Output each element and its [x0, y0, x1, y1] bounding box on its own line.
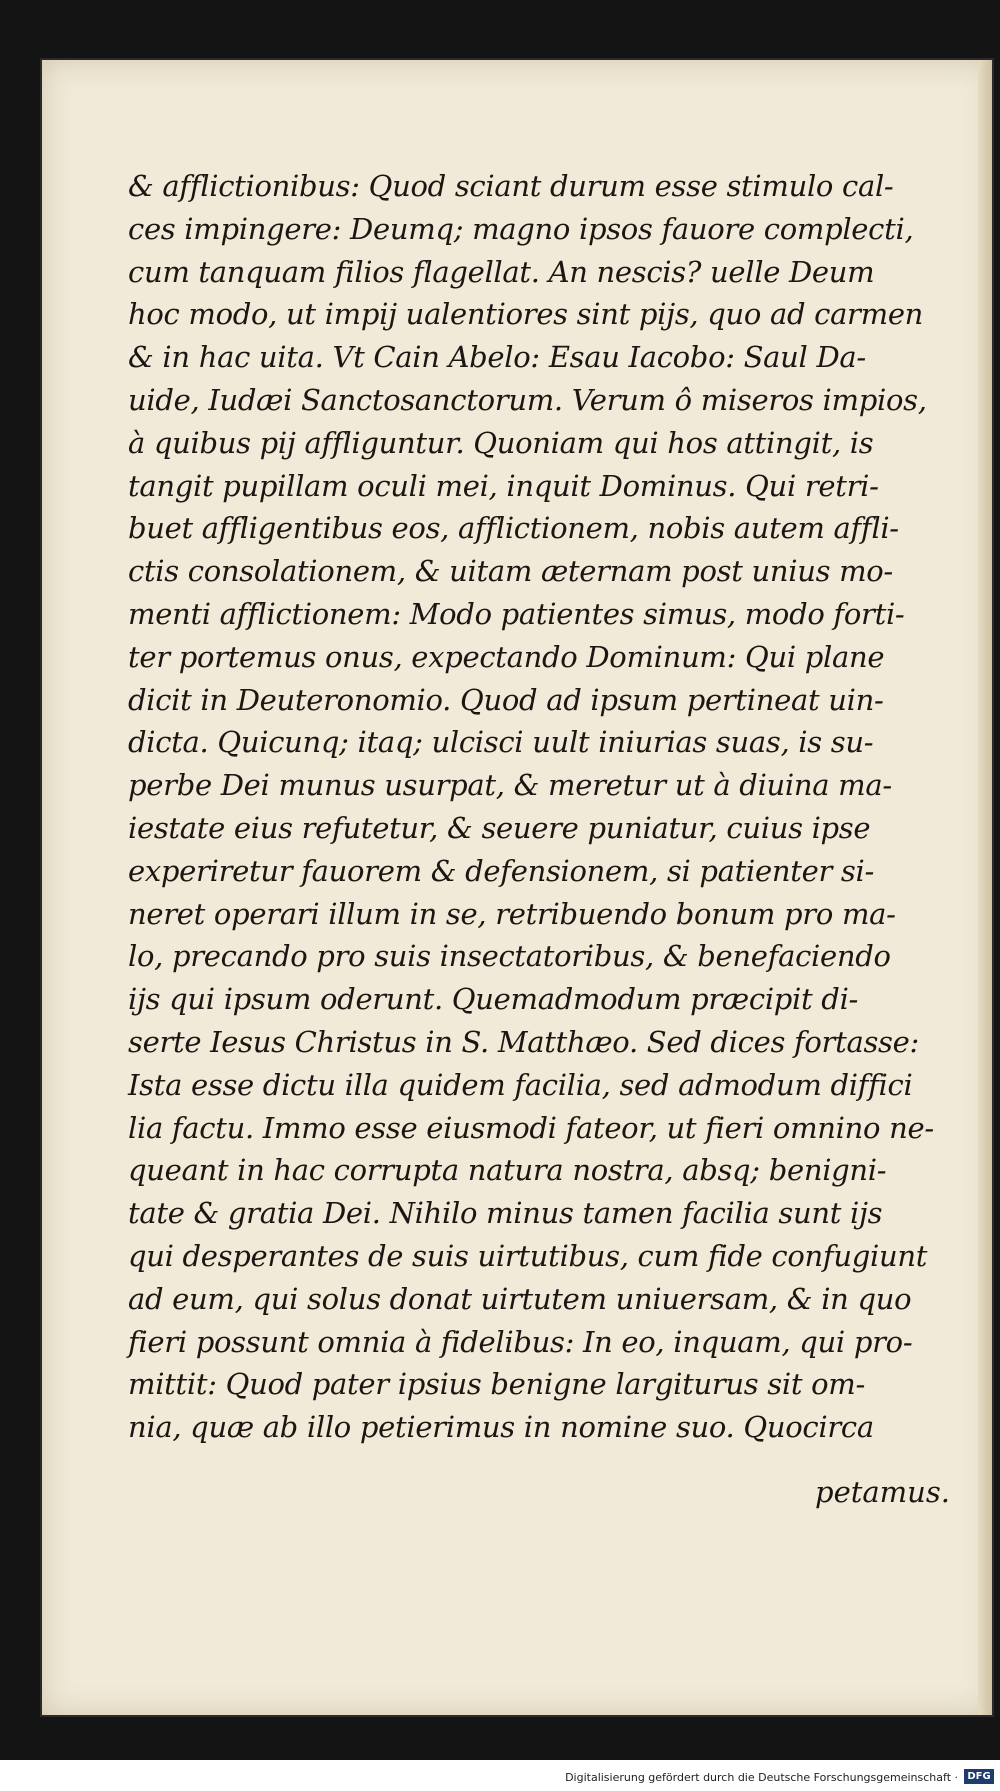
text-line: neret operari illum in se, retribuendo bonum pro ma-	[128, 896, 896, 931]
text-line: tate & gratia Dei. Nihilo minus tamen facilia sunt ijs	[128, 1196, 883, 1231]
text-line: Ista esse dictu illa quidem facilia, sed admodum diffici	[128, 1067, 913, 1102]
text-line: uide, Iudæi Sanctosanctorum. Verum ô miseros impios,	[128, 382, 927, 417]
text-line: mittit: Quod pater ipsius benigne largiturus sit om-	[128, 1367, 865, 1402]
text-line: ter portemus onus, expectando Dominum: Qui plane	[128, 639, 885, 674]
text-line: perbe Dei munus usurpat, & meretur ut à diuina ma-	[128, 768, 892, 803]
text-line: experiretur fauorem & defensionem, si patienter si-	[128, 853, 874, 888]
dfg-logo: DFG	[964, 1769, 994, 1784]
text-line: cum tanquam filios flagellat. An nescis? uelle Deum	[128, 254, 875, 289]
text-line: fieri possunt omnia à fidelibus: In eo, inquam, qui pro-	[128, 1324, 913, 1359]
text-line: serte Iesus Christus in S. Matthæo. Sed dices fortasse:	[128, 1024, 919, 1059]
text-line: lia factu. Immo esse eiusmodi fateor, ut fieri omnino ne-	[128, 1110, 934, 1145]
text-line: dicit in Deuteronomio. Quod ad ipsum pertineat uin-	[128, 682, 884, 717]
funding-credit: Digitalisierung gefördert durch die Deutsche Forschungsgemeinschaft ·	[565, 1771, 958, 1784]
text-line: menti afflictionem: Modo patientes simus, modo forti-	[128, 596, 905, 631]
text-line: & afflictionibus: Quod sciant durum esse stimulo cal-	[128, 169, 894, 203]
text-line: queant in hac corrupta natura nostra, absq; benigni-	[128, 1153, 887, 1188]
text-line: qui desperantes de suis uirtutibus, cum fide confugiunt	[128, 1238, 928, 1273]
catchword: petamus.	[815, 1475, 950, 1509]
text-block	[128, 165, 943, 1449]
text-line: hoc modo, ut impij ualentiores sint pijs, quo ad carmen	[128, 297, 924, 332]
page-edge	[978, 60, 992, 1715]
text-line: à quibus pij affliguntur. Quoniam qui hos attingit, is	[128, 425, 874, 460]
text-line: nia, quæ ab illo petierimus in nomine suo. Quocirca	[128, 1410, 874, 1445]
text-line: lo, precando pro suis insectatoribus, & benefaciendo	[128, 939, 891, 974]
text-line: dicta. Quicunq; itaq; ulcisci uult iniurias suas, is su-	[128, 725, 874, 760]
text-line: & in hac uita. Vt Cain Abelo: Esau Iacobo: Saul Da-	[128, 340, 866, 375]
text-line: iestate eius refutetur, & seuere puniatur, cuius ipse	[128, 810, 871, 845]
text-line: ad eum, qui solus donat uirtutem uniuersam, & in quo	[128, 1281, 912, 1316]
text-line: tangit pupillam oculi mei, inquit Dominus. Qui retri-	[128, 468, 879, 503]
text-line: buet affligentibus eos, afflictionem, nobis autem affli-	[128, 511, 899, 546]
text-line: ctis consolationem, & uitam æternam post unius mo-	[128, 554, 893, 589]
text-line: ijs qui ipsum oderunt. Quemadmodum præcipit di-	[128, 982, 859, 1017]
text-line: ces impingere: Deumq; magno ipsos fauore complecti,	[128, 211, 914, 246]
